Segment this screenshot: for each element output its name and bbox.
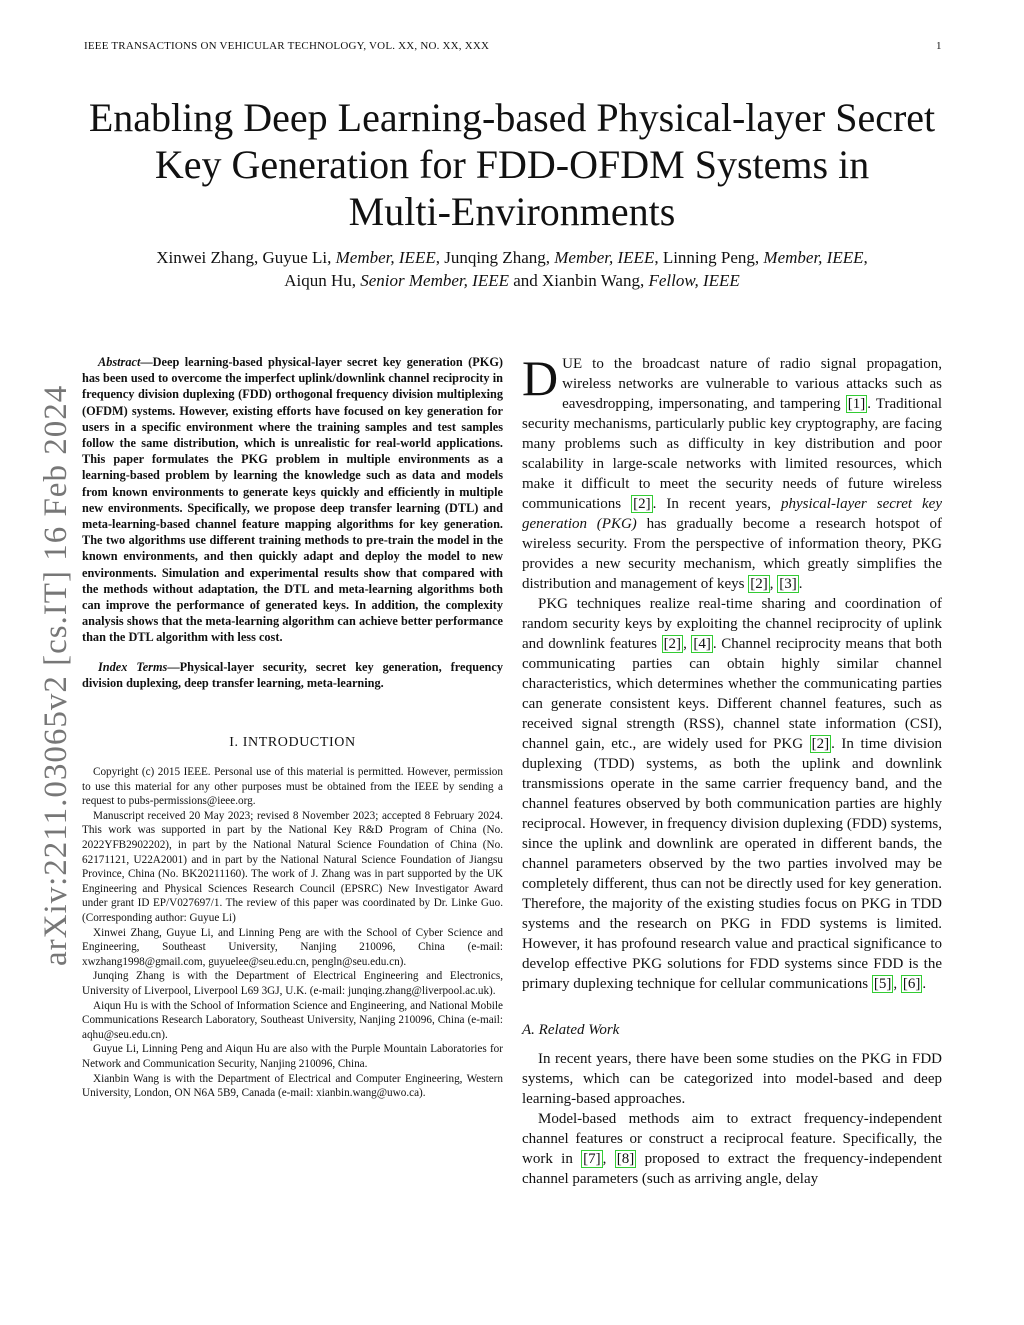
footnote-affiliation: Aiqun Hu is with the School of Information Science and Engineering, and National Mobile Communications Research Laboratory, Southeast University, Nanjing 210096, China (e-mail: aqhu@seu.edu.cn). [82,999,503,1041]
citation-link[interactable]: [3] [779,576,797,592]
author-line-2 [60,269,964,292]
body-text: , [769,576,778,592]
footnote-affiliation: Xianbin Wang is with the Department of Electrical and Computer Engineering, Western University, London, ON N6A 5B9, Canada (e-mail: xianbin.wang@uwo.ca). [82,1072,503,1100]
abstract [82,354,503,646]
body-text: . Traditional security mechanisms, particularly public key cryptography, are facing many problems such as difficulty in key distribution and poor scalability in large-scale networks with limited resources, which make it difficult to meet the security needs of future wireless communications [522,396,942,512]
citation-link[interactable]: [4] [693,636,711,652]
page-number: 1 [936,40,942,52]
author-name: , Linning Peng, [654,248,764,267]
author-membership: Member, IEEE [335,248,436,267]
citation-link[interactable]: [2] [750,576,768,592]
arxiv-stamp [8,366,74,966]
footnote-affiliation: Guyue Li, Linning Peng and Aiqun Hu are also with the Purple Mountain Laboratories for Network and Communication Security, Nanjing 210096, China. [82,1043,503,1070]
subsection-heading-related-work: A. Related Work [522,1022,620,1038]
intro-paragraph-2 [522,594,942,994]
author-membership: Member, IEEE [763,248,864,267]
author-membership: Fellow, IEEE [648,271,740,290]
body-text: , [683,636,692,652]
index-terms [82,659,503,691]
author-name: and Xianbin Wang, [508,271,649,290]
footnote-manuscript: Manuscript received 20 May 2023; revised 8 November 2023; accepted 8 February 2024. This work was supported in part by the National Key R&D Program of China (No. 2022YFB2902202), in part by the National Natural Science Foundation of China (No. 62171121, U22A2001) and in part by the National Natural Science Foundation of Jiangsu Province, China (No. BK20211160). The work of J. Zhang was in part supported by the UK Engineering and Physical Sciences Research Council (EPSRC) New Investigator Award under grant ID EP/V027697/1. The review of this paper was coordinated by Dr. Linke Guo. (Corresponding author: Guyue Li) [82,809,503,924]
author-name: , Junqing Zhang, [435,248,555,267]
drop-cap: D [522,350,559,406]
citation-link[interactable]: [8] [616,1151,635,1167]
author-name: Aiqun Hu, [284,271,361,290]
body-text: Model-based methods aim to extract frequency-independent channel features or construct a reciprocal feature. Specifically, the work in [522,1111,942,1167]
intro-paragraph-1-text [522,350,942,593]
author-line-1 [60,246,964,269]
footnote-copyright: Copyright (c) 2015 IEEE. Personal use of this material is permitted. However, permission to use this material for any other purposes must be obtained from the IEEE by sending a request to pubs-permissions@ieee.org. [82,766,503,808]
section-heading-introduction: I. INTRODUCTION [229,735,356,751]
footnote-affiliation: Junqing Zhang is with the Department of Electrical Engineering and Electronics, University of Liverpool, Liverpool L69 3GJ, U.K. (e-mail: junqing.zhang@liverpool.ac.uk). [82,970,503,997]
author-membership: Member, IEEE [554,248,655,267]
title-line: Key Generation for FDD-OFDM Systems in [154,142,870,187]
intro-paragraph-1 [522,350,942,594]
running-head: IEEE TRANSACTIONS ON VEHICULAR TECHNOLOGY, VOL. XX, NO. XX, XXX [84,40,490,52]
citation-link[interactable]: [1] [847,396,866,412]
citation-link[interactable]: [5] [873,976,892,992]
body-text: , [893,976,901,992]
title-line: Enabling Deep Learning-based Physical-layer Secret [88,95,936,140]
author-name: , [863,248,868,267]
right-column [522,350,943,1189]
body-text: proposed to extract the frequency-independent channel parameters (such as arriving angle, delay [522,1151,942,1187]
body-text: . [922,976,927,992]
author-name: Xinwei Zhang, Guyue Li, [156,248,336,267]
abstract-text: —Deep learning-based physical-layer secret key generation (PKG) has been used to overcome the imperfect uplink/downlink channel reciprocity in frequency division duplexing (FDD) orthogonal frequency division multiplexing (OFDM) systems. However, existing efforts have focused on key generation for users in a specific environment where the training samples and test samples follow the same distribution, which is unrealistic for real-world applications. This paper formulates the PKG problem in multiple environments as a learning-based problem by learning the knowledge such as data and models from known environments to generate keys quickly and efficiently in multiple new environments. Specifically, we propose deep transfer learning (DTL) and meta-learning-based channel feature mapping algorithms for key generation. The two algorithms use different training methods to pre-train the model in the known environments, and then quickly adapt and deploy the model to new environments. Simulation and experimental results show that compared with the methods without adaptation, the DTL and meta-learning algorithms both can improve the performance of generated keys. In addition, the complexity analysis shows that the meta-learning algorithm can achieve better performance than the DTL algorithm with less cost. [82,355,503,645]
abstract-label: Abstract [98,355,141,369]
left-column [82,354,503,1101]
index-terms-label: Index Terms [98,659,168,674]
footnote-affiliation: Xinwei Zhang, Guyue Li, and Linning Peng are with the School of Cyber Science and Engineering, Southeast University, Nanjing 210096, China (e-mail: xwzhang1998@gmail.com, guyuelee@seu.edu.cn, pengln@seu.edu.cn). [82,926,503,968]
body-text: . In time division duplexing (TDD) systems, as both the uplink and downlink transmissions operate in the same carrier frequency band, and the channel features observed by both communication parties are highly reciprocal. However, in frequency division duplexing (FDD) systems, since the uplink and downlink are operated in different bands, the channel parameters observed by the two parties involved may be completely different, thus can not be directly used for key generation. Therefore, the majority of the existing studies focus on PKG in TDD systems and the research on PKG in FDD systems is limited. However, it has profound research value and practical significance to develop effective PKG solutions for FDD systems since FDD is the primary duplexing technique for cellular communications [522,736,943,992]
citation-link[interactable]: [6] [902,976,921,992]
index-terms-text: —Physical-layer security, secret key generation, frequency division duplexing, deep transfer learning, meta-learning. [82,659,503,690]
related-work-paragraph-2 [522,1109,942,1189]
body-text: . In recent years, [652,496,781,512]
related-work-paragraph-1: In recent years, there have been some studies on the PKG in FDD systems, which can be categorized into model-based and deep learning-based approaches. [522,1051,942,1107]
body-text: , [602,1151,615,1167]
citation-link[interactable]: [2] [633,496,651,512]
citation-link[interactable]: [7] [583,1151,601,1167]
body-text: PKG techniques realize real-time sharing and coordination of random security keys by exploiting the channel reciprocity of uplink and downlink features [522,596,942,652]
author-membership: Senior Member, IEEE [360,271,509,290]
body-text: UE to the broadcast nature of radio signal propagation, wireless networks are vulnerable to various attacks such as eavesdropping, impersonating, and tampering [562,356,942,412]
author-list [60,246,964,292]
citation-link[interactable]: [2] [811,736,830,752]
citation-link[interactable]: [2] [663,636,682,652]
paper-title [40,94,984,235]
body-text: . Channel reciprocity means that both communicating parties can obtain highly similar channel characteristics, which determines whether the communicating parties can generate consistent keys. Different channel features, such as received signal strength (RSS), channel state information (CSI), channel gain, etc., are widely used for PKG [522,636,943,752]
arxiv-stamp-text: arXiv:2211.03065v2 [cs.IT] 16 Feb 2024 [38,384,74,966]
title-line: Multi-Environments [348,189,676,234]
emphasized-text: physical-layer secret key generation (PKG) [522,496,942,532]
body-text: . [798,576,803,592]
body-text: has gradually become a research hotspot of wireless security. From the perspective of information theory, PKG provides a new security mechanism, which greatly simplifies the distribution and management of keys [522,516,942,592]
